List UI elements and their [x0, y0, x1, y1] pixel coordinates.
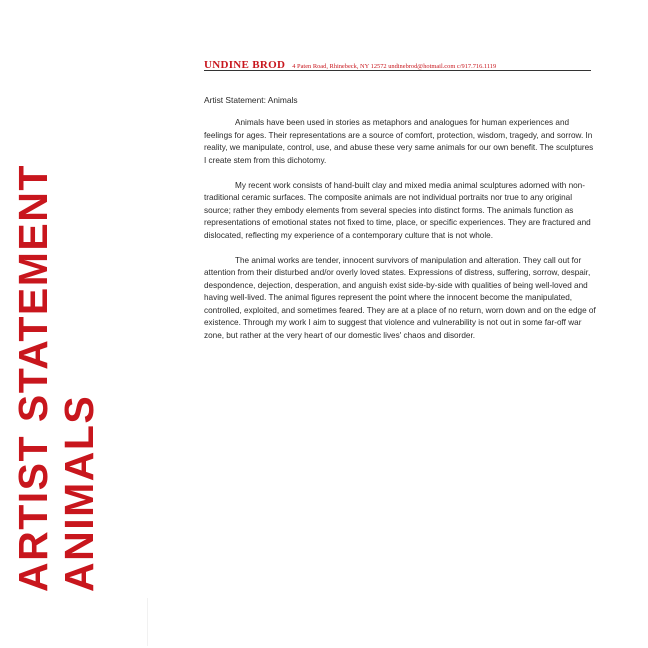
paragraph-3: The animal works are tender, innocent survivors of manipulation and alteration. They call out for attention from their disturbed and/or overly loved states. Expressions of distress, suffering, sorrow, despair, despondence, dejection, desperation, and anguish exist side-by-side with qualities of being well-loved and having well-lived. The animal figures represent the point where the innocent become the manipulated, controlled, exploited, and sometimes feared. They are at a place of no return, worn down and on the edge of existence. Through my work I aim to suggest that violence and vulnerability is not out in some far-off war zone, but rather at the very heart of our domestic lives' chaos and disorder.	[204, 256, 596, 340]
paragraph-1: Animals have been used in stories as metaphors and analogues for human experiences and feelings for ages. Their representations are a source of comfort, protection, wisdom, tragedy, and sorrow. In reality, we manipulate, control, use, and abuse these very same animals for our own benefit. The sculptures I create stem from this dichotomy.	[204, 118, 594, 165]
document-page	[204, 94, 596, 355]
side-title-line-2: ANIMALS	[56, 394, 102, 592]
side-title-line-1: ARTIST STATEMENT	[10, 164, 56, 592]
side-title	[10, 164, 102, 592]
page-edge-divider	[147, 598, 148, 646]
letterhead-name: UNDINE BROD	[204, 59, 286, 71]
paragraph-2: My recent work consists of hand-built clay and mixed media animal sculptures adorned with non-traditional ceramic surfaces. The composite animals are not individual portraits nor true to any original source; rather they embody elements from several species into distinct forms. The animals function as representations of emotional states not fixed to time, place, or specific experiences. They are fractured and dislocated, reflecting my experience of a contemporary culture that is not whole.	[204, 181, 591, 240]
letterhead-contact: 4 Paten Road, Rhinebeck, NY 12572 undinebrod@hotmail.com c/917.716.1119	[292, 63, 497, 70]
letterhead	[204, 55, 591, 71]
document-title: Artist Statement: Animals	[204, 95, 298, 105]
